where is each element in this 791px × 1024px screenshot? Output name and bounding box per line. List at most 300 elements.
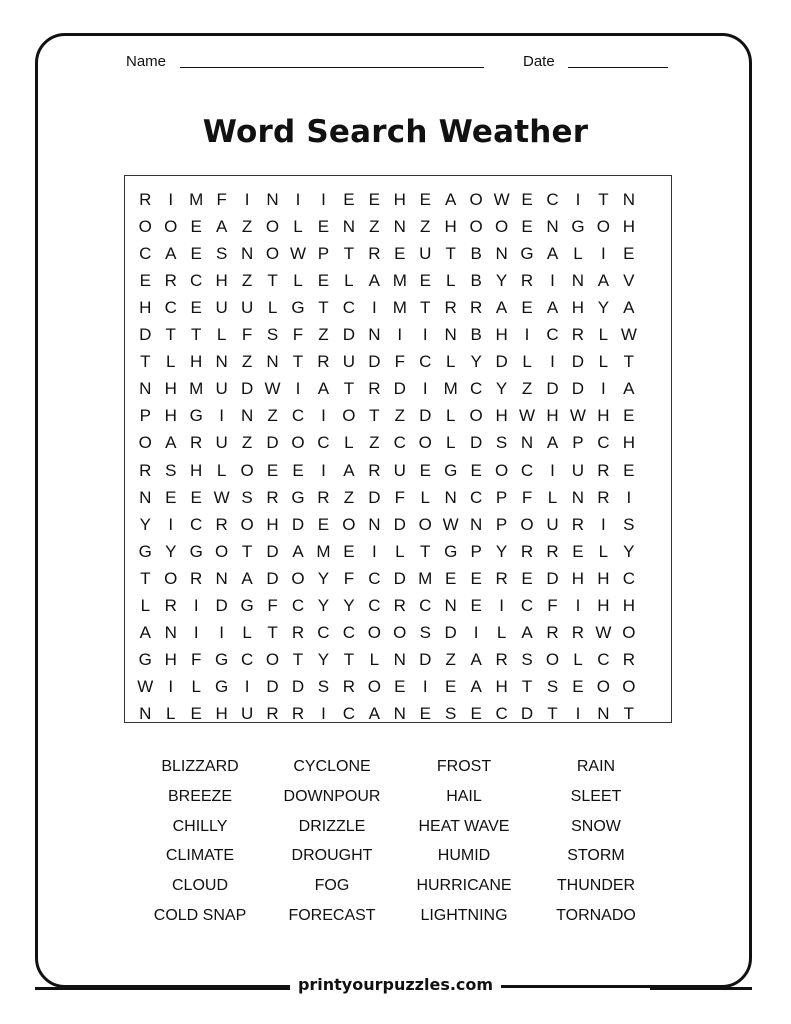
grid-letter: O [291,568,305,588]
word-list-item: CHILLY [172,817,228,835]
grid-letter: D [368,487,381,507]
grid-letter: U [342,352,356,372]
grid-letter: C [520,460,534,480]
grid-letter: L [522,352,532,372]
grid-letter: D [291,676,305,696]
grid-letter: F [343,568,355,588]
grid-letter: Z [241,271,253,291]
grid-letter: L [445,406,456,426]
grid-letter: O [596,217,610,237]
word-list-item: BLIZZARD [161,758,239,775]
grid-letter: I [219,622,224,642]
grid-letter: P [495,514,508,534]
grid-letter: R [291,703,305,723]
word-list-item: HAIL [446,787,482,805]
grid-letter: D [470,433,483,453]
grid-letter: E [470,460,482,480]
grid-letter: I [295,190,301,209]
grid-letter: N [240,406,254,426]
grid-letter: I [168,514,174,534]
grid-letter: Y [317,568,330,588]
grid-letter: G [291,298,305,318]
grid-letter: O [494,217,509,237]
grid-row [125,646,671,673]
grid-letter: I [244,676,250,696]
grid-letter: T [420,541,431,561]
grid-letter: Y [317,649,330,669]
grid-letter: O [138,217,152,237]
grid-row [125,592,671,619]
grid-letter: W [213,487,230,507]
grid-letter: R [622,649,635,669]
grid-letter: E [445,568,457,588]
grid-letter: D [571,352,585,372]
grid-letter: U [419,244,432,264]
grid-letter: M [189,379,204,399]
grid-letter: T [165,325,176,345]
grid-letter: U [215,433,228,453]
grid-letter: L [395,541,405,561]
grid-letter: B [470,325,482,345]
grid-letter: R [571,514,585,534]
grid-letter: E [419,190,431,209]
grid-letter: I [371,298,377,318]
word-list-item: THUNDER [556,877,636,895]
grid-letter: D [342,325,356,345]
grid-letter: H [495,406,508,426]
grid-row [125,538,671,565]
grid-letter: S [317,676,330,696]
grid-letter: R [190,433,203,453]
grid-letter: F [292,325,304,345]
grid-letter: E [623,406,635,426]
grid-letter: H [495,676,508,696]
grid-letter: C [190,271,203,291]
grid-letter: C [419,595,432,615]
grid-letter: G [138,649,152,669]
grid-letter: I [499,595,504,615]
grid-letter: I [422,379,428,399]
grid-letter: R [317,352,330,372]
grid-letter: E [521,190,533,209]
grid-letter: O [622,676,636,696]
grid-row [125,619,671,646]
grid-letter: E [190,487,202,507]
grid-letter: F [394,487,405,507]
grid-row [125,673,671,700]
grid-letter: O [342,406,356,426]
grid-letter: W [620,325,637,345]
grid-letter: D [139,325,152,345]
grid-letter: H [597,595,610,615]
grid-letter: R [368,460,381,480]
grid-letter: U [240,298,254,318]
grid-letter: G [520,244,534,264]
grid-letter: C [291,595,305,615]
grid-letter: I [371,541,377,561]
grid-letter: N [571,487,585,507]
grid-letter: T [547,703,558,723]
grid-letter: D [419,406,432,426]
grid-letter: Z [369,433,380,453]
grid-letter: U [215,379,228,399]
grid-letter: P [470,541,482,561]
grid-letter: Y [495,379,508,399]
grid-letter: O [596,676,610,696]
grid-letter: O [469,217,483,237]
grid-letter: C [164,298,177,318]
grid-letter: L [445,271,456,291]
grid-letter: B [470,271,482,291]
grid-letter: Y [139,514,151,534]
grid-letter: L [267,298,278,318]
grid-letter: N [215,568,228,588]
grid-letter: N [622,190,635,209]
grid-letter: A [368,271,381,291]
grid-letter: A [317,379,330,399]
grid-letter: I [321,460,326,480]
grid-letter: T [241,541,253,561]
grid-letter: A [495,298,508,318]
grid-letter: L [140,595,151,615]
grid-letter: U [240,703,254,723]
word-list-item: DROUGHT [291,847,373,865]
grid-letter: N [597,703,610,723]
grid-letter: H [215,703,228,723]
grid-letter: O [164,568,178,588]
grid-letter: D [266,541,279,561]
word-list-item: SNOW [571,817,621,835]
grid-letter: W [137,676,154,696]
grid-letter: O [622,622,636,642]
grid-letter: Z [267,406,278,426]
grid-letter: G [138,541,152,561]
grid-letter: H [597,568,610,588]
grid-letter: Z [445,649,456,669]
grid-letter: F [267,595,278,615]
grid-letter: N [215,352,228,372]
grid-letter: W [493,190,510,209]
grid-letter: U [546,514,559,534]
grid-letter: R [597,460,610,480]
grid-letter: O [367,622,381,642]
grid-letter: E [419,703,431,723]
grid-letter: S [419,622,431,642]
grid-letter: T [267,271,278,291]
grid-letter: T [292,352,304,372]
grid-letter: F [521,487,533,507]
grid-letter: A [165,244,177,264]
grid-letter: I [244,190,250,209]
grid-row [125,511,671,538]
grid-row [125,240,671,267]
grid-letter: T [445,244,456,264]
grid-letter: A [368,703,381,723]
grid-letter: M [316,541,331,561]
grid-letter: R [368,379,381,399]
word-list-item: TORNADO [556,907,636,924]
grid-letter: O [138,433,152,453]
grid-letter: Z [318,325,329,345]
grid-letter: A [623,379,635,399]
grid-letter: R [164,595,177,615]
word-list-item: HURRICANE [416,877,512,895]
grid-letter: Y [317,595,330,615]
grid-letter: I [193,622,199,642]
grid-letter: C [342,622,356,642]
grid-letter: Y [623,541,635,561]
grid-letter: N [368,514,381,534]
grid-letter: P [317,244,330,264]
grid-letter: R [571,622,585,642]
grid-letter: R [266,703,279,723]
grid-letter: C [368,595,381,615]
grid-letter: Z [241,433,253,453]
grid-letter: D [571,379,585,399]
grid-letter: N [444,487,457,507]
grid-letter: E [623,244,635,264]
footer [0,975,791,995]
grid-letter: M [392,271,407,291]
grid-letter: R [495,649,508,669]
grid-letter: C [470,487,483,507]
grid-letter: N [342,217,356,237]
grid-letter: N [393,649,406,669]
grid-letter: F [216,190,227,209]
grid-letter: O [520,514,534,534]
grid-letter: Z [343,487,355,507]
grid-letter: N [368,325,381,345]
grid-letter: C [342,298,356,318]
grid-letter: R [139,460,152,480]
grid-letter: L [496,622,507,642]
grid-row [125,565,671,592]
grid-letter: G [444,460,458,480]
grid-letter: U [571,460,585,480]
grid-letter: O [342,514,356,534]
grid-letter: Z [521,379,533,399]
grid-letter: Y [165,541,177,561]
grid-letter: D [393,568,406,588]
word-list-item: CYCLONE [293,758,371,775]
grid-letter: L [420,487,430,507]
grid-letter: M [443,379,458,399]
grid-letter: I [193,595,199,615]
grid-letter: O [265,217,280,237]
grid-letter: I [550,460,555,480]
grid-letter: C [597,649,610,669]
grid-letter: H [266,514,279,534]
grid-row [125,484,671,511]
grid-letter: D [240,379,254,399]
grid-letter: I [550,352,555,372]
grid-row [125,402,671,429]
grid-letter: L [598,541,609,561]
grid-letter: N [571,271,585,291]
grid-letter: C [495,703,508,723]
grid-letter: P [139,406,151,426]
word-list-item: BREEZE [167,787,232,805]
grid-letter: H [597,406,610,426]
grid-letter: E [343,541,355,561]
grid-letter: N [495,244,508,264]
grid-letter: G [291,487,305,507]
grid-row [125,294,671,321]
footer-site: printyourpuzzles.com [290,975,501,994]
grid-letter: I [422,676,428,696]
grid-letter: D [495,352,508,372]
grid-letter: Y [495,271,508,291]
grid-letter: R [215,514,228,534]
grid-letter: I [321,190,326,209]
grid-letter: A [445,190,457,209]
grid-letter: N [444,325,457,345]
grid-letter: T [292,649,304,669]
grid-letter: I [601,244,606,264]
grid-letter: L [573,649,583,669]
grid-letter: I [168,190,174,209]
grid-letter: E [292,460,304,480]
grid-letter: S [623,514,635,534]
grid-letter: O [240,514,254,534]
grid-letter: T [190,325,202,345]
date-line [568,67,668,68]
grid-letter: L [573,244,583,264]
grid-letter: H [571,298,585,318]
grid-letter: L [293,271,303,291]
grid-letter: L [166,703,176,723]
grid-letter: T [420,298,431,318]
grid-letter: N [470,514,483,534]
grid-letter: E [190,298,202,318]
date-label: Date [523,53,555,70]
grid-letter: Z [241,352,253,372]
grid-letter: I [575,190,581,209]
grid-letter: S [266,325,279,345]
grid-letter: Z [394,406,405,426]
grid-letter: Z [420,217,431,237]
grid-letter: T [140,568,151,588]
grid-letter: A [343,460,355,480]
grid-letter: A [546,298,559,318]
grid-letter: S [445,703,457,723]
grid-letter: W [595,622,612,642]
grid-letter: N [266,352,279,372]
grid-letter: H [164,379,177,399]
grid-letter: L [242,622,252,642]
grid-letter: A [241,568,253,588]
grid-letter: T [623,703,635,723]
grid-row [125,321,671,348]
word-list-item: CLIMATE [165,847,235,865]
word-list-item: STORM [567,847,625,865]
grid-letter: L [191,676,201,696]
word-list-item: FORECAST [288,907,376,924]
grid-letter: G [215,676,229,696]
grid-letter: R [546,541,559,561]
grid-letter: I [524,325,530,345]
grid-letter: V [623,271,635,291]
grid-letter: A [521,622,533,642]
grid-letter: C [597,433,610,453]
grid-letter: H [622,217,635,237]
grid-letter: S [241,487,253,507]
grid-letter: I [219,406,224,426]
grid-letter: E [343,190,355,209]
grid-letter: T [343,379,355,399]
grid-letter: L [293,217,303,237]
grid-letter: L [166,352,176,372]
word-list-item: HUMID [437,847,491,865]
grid-letter: R [571,325,585,345]
grid-letter: L [598,325,609,345]
grid-letter: E [470,703,482,723]
grid-letter: E [419,460,431,480]
grid-letter: R [520,271,534,291]
grid-letter: H [215,271,228,291]
grid-letter: N [393,217,406,237]
grid-letter: C [240,649,254,669]
grid-letter: M [392,298,407,318]
grid-letter: T [343,649,355,669]
grid-letter: N [393,703,406,723]
grid-letter: F [190,649,202,669]
grid-letter: O [265,649,280,669]
grid-letter: A [546,244,559,264]
grid-letter: R [190,568,203,588]
grid-letter: E [266,460,279,480]
grid-letter: C [139,244,152,264]
grid-letter: F [547,595,558,615]
grid-letter: E [368,190,381,209]
word-list-item: DRIZZLE [298,817,366,835]
grid-letter: I [473,622,479,642]
grid-letter: O [291,433,305,453]
grid-letter: W [289,244,307,264]
grid-letter: O [164,217,178,237]
grid-letter: C [190,514,203,534]
grid-letter: I [601,514,606,534]
grid-letter: R [546,622,559,642]
grid-letter: E [419,271,431,291]
grid-letter: E [470,568,482,588]
grid-letter: A [215,217,228,237]
grid-letter: D [266,676,279,696]
grid-letter: O [265,244,280,264]
grid-letter: E [445,676,457,696]
grid-letter: O [393,622,407,642]
grid-letter: O [494,460,509,480]
grid-letter: H [393,190,406,209]
grid-letter: R [368,244,381,264]
grid-letter: R [317,487,330,507]
grid-letter: I [321,406,326,426]
grid-letter: I [550,271,555,291]
grid-letter: S [165,460,177,480]
grid-letter: T [369,406,380,426]
grid-letter: T [318,298,329,318]
grid-letter: H [546,406,559,426]
grid-letter: E [521,568,533,588]
grid-letter: G [189,541,203,561]
word-list-item: SLEET [570,787,622,805]
grid-letter: C [368,568,381,588]
grid-letter: C [342,703,356,723]
grid-letter: D [368,352,381,372]
grid-letter: R [470,298,483,318]
grid-row [125,375,671,402]
grid-letter: C [393,433,406,453]
